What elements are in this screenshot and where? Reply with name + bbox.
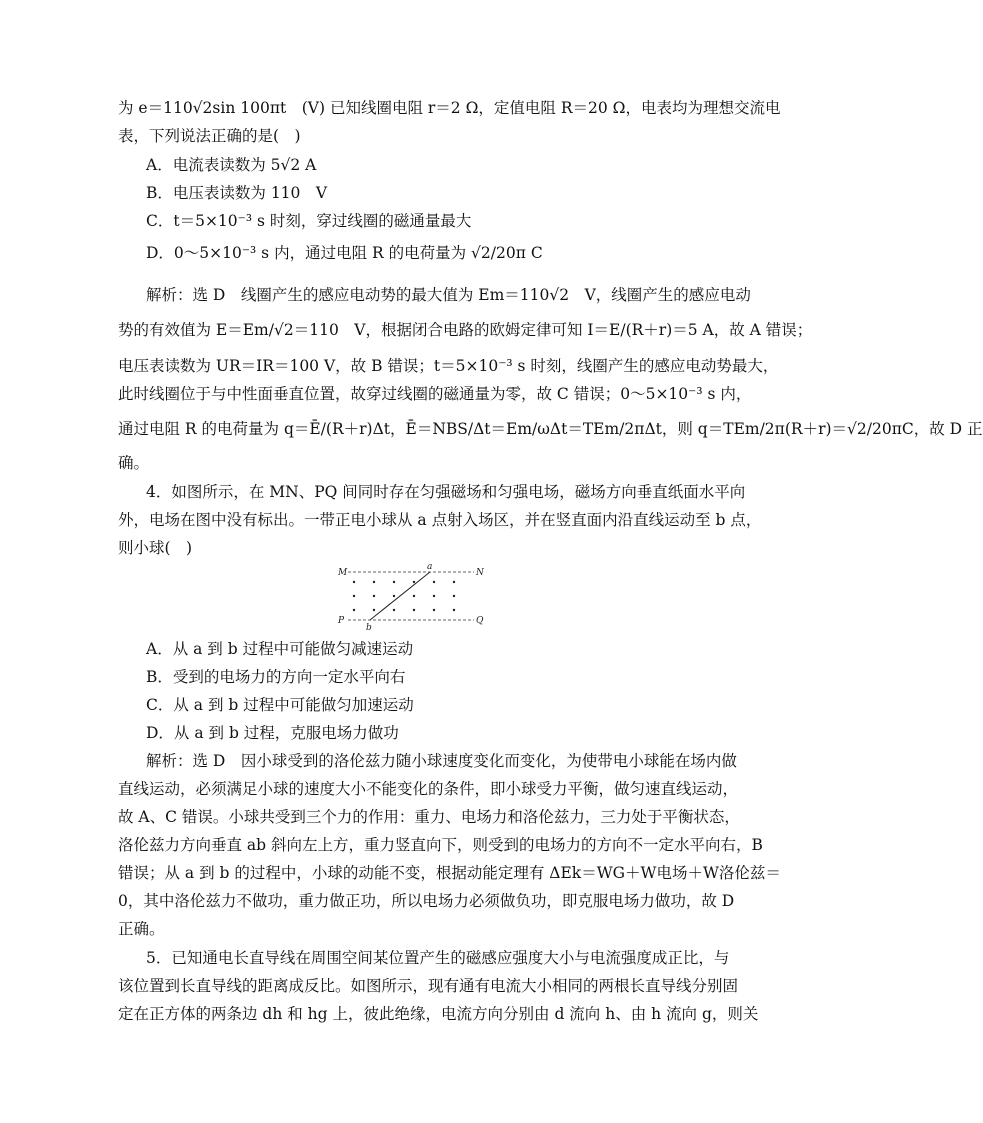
- q4-option-d: D．从 a 到 b 过程，克服电场力做功: [146, 724, 399, 742]
- q4-option-a: A．从 a 到 b 过程中可能做匀减速运动: [146, 640, 414, 658]
- q4-solution-line-2: 直线运动，必须满足小球的速度大小不能变化的条件，即小球受力平衡，做匀速直线运动，: [118, 780, 739, 798]
- path-ab: [370, 572, 430, 620]
- option-b: B．电压表读数为 110 V: [146, 184, 328, 202]
- q4-solution-line-4: 洛伦兹力方向垂直 ab 斜向左上方，重力竖直向下，则受到的电场力的方向不一定水平向右，B: [118, 836, 763, 854]
- question-4-line-2: 外，电场在图中没有标出。一带正电小球从 a 点射入场区，并在竖直面内沿直线运动至 b 点，: [118, 511, 762, 529]
- question-5-line-2: 该位置到长直导线的距离成反比。如图所示，现有通有电流大小相同的两根长直导线分别固: [118, 977, 739, 995]
- label-a: a: [427, 562, 433, 572]
- question-5-line-1: 5．已知通电长直导线在周围空间某位置产生的磁感应强度大小与电流强度成正比，与: [146, 949, 730, 967]
- option-d: D．0～5×10⁻³ s 内，通过电阻 R 的电荷量为 √2/20π C: [146, 244, 543, 262]
- q4-solution-line-5: 错误；从 a 到 b 的过程中，小球的动能不变，根据动能定理有 ΔEk＝WG＋W电场＋W洛伦兹＝: [118, 864, 781, 882]
- field-diagram: [336, 560, 486, 632]
- magnetic-field-dots: [353, 581, 455, 611]
- solution-line-5: 通过电阻 R 的电荷量为 q＝Ē/(R＋r)Δt，Ē＝NBS/Δt＝Em/ωΔt＝TEm/2πΔt，则 q＝TEm/2π(R＋r)＝√2/20πC，故 D 正: [118, 420, 983, 438]
- q4-option-b: B．受到的电场力的方向一定水平向右: [146, 668, 406, 686]
- solution-line-4: 此时线圈位于与中性面垂直位置，故穿过线圈的磁通量为零，故 C 错误；0～5×10⁻³ s 内，: [118, 385, 752, 403]
- label-m: M: [338, 568, 348, 578]
- question-4-line-1: 4．如图所示，在 MN、PQ 间同时存在匀强磁场和匀强电场，磁场方向垂直纸面水平向: [146, 483, 746, 501]
- solution-line-3: 电压表读数为 UR＝IR＝100 V，故 B 错误；t＝5×10⁻³ s 时刻，线圈产生的感应电动势最大，: [118, 357, 779, 375]
- q4-solution-line-7: 正确。: [118, 920, 165, 938]
- q4-solution-line-6: 0，其中洛伦兹力不做功，重力做正功，所以电场力必须做负功，即克服电场力做功，故 D: [118, 892, 735, 910]
- label-p: P: [338, 616, 345, 626]
- q4-option-c: C．从 a 到 b 过程中可能做匀加速运动: [146, 696, 414, 714]
- solution-line-6: 确。: [118, 454, 150, 472]
- question-5-line-3: 定在正方体的两条边 dh 和 hg 上，彼此绝缘，电流方向分别由 d 流向 h、由 h 流向 g，则关: [118, 1005, 759, 1023]
- question-4-line-3: 则小球( ): [118, 539, 193, 557]
- option-a: A．电流表读数为 5√2 A: [146, 156, 317, 174]
- q4-solution-line-1: 解析：选 D 因小球受到的洛伦兹力随小球速度变化而变化，为使带电小球能在场内做: [146, 752, 737, 770]
- text-line-1: 为 e＝110√2sin 100πt (V) 已知线圈电阻 r＝2 Ω，定值电阻 R＝20 Ω，电表均为理想交流电: [118, 99, 781, 117]
- solution-line-1: 解析：选 D 线圈产生的感应电动势的最大值为 Em＝110√2 V，线圈产生的感应电动: [146, 286, 751, 304]
- option-c: C．t＝5×10⁻³ s 时刻，穿过线圈的磁通量最大: [146, 212, 472, 230]
- label-q: Q: [476, 616, 484, 626]
- solution-line-2: 势的有效值为 E＝Em/√2＝110 V，根据闭合电路的欧姆定律可知 I＝E/(R＋r)＝5 A，故 A 错误；: [118, 321, 813, 339]
- text-line-2: 表，下列说法正确的是( ): [118, 127, 301, 145]
- label-b: b: [366, 623, 372, 633]
- q4-solution-line-3: 故 A、C 错误。小球共受到三个力的作用：重力、电场力和洛伦兹力，三力处于平衡状态，: [118, 808, 740, 826]
- label-n: N: [476, 568, 484, 578]
